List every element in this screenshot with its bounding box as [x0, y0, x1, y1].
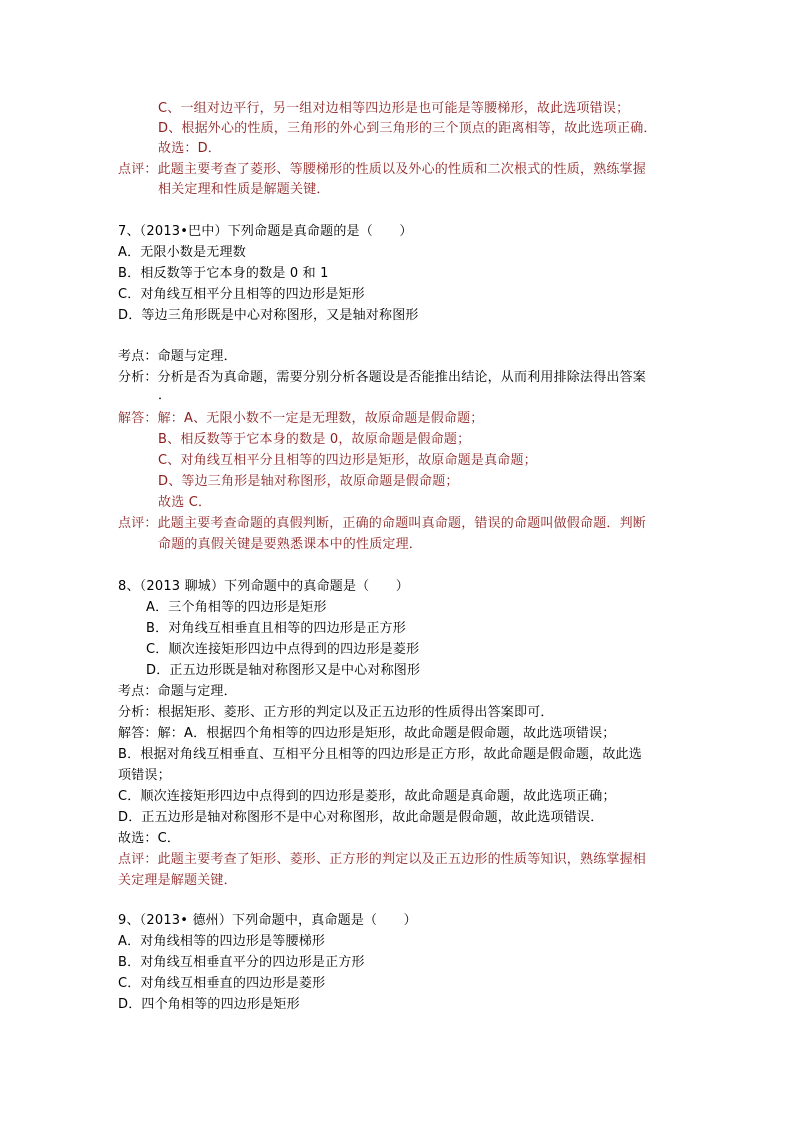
- q7-fenxi-line-2: ．: [158, 388, 172, 403]
- question-7-option-d: D．等边三角形既是中心对称图形，又是轴对称图形: [118, 308, 419, 323]
- question-8-option-a: A．三个角相等的四边形是矩形: [146, 600, 327, 615]
- q7-kaodian: 考点：命题与定理．: [118, 349, 237, 364]
- question-9-option-a: A．对角线相等的四边形是等腰梯形: [118, 934, 326, 949]
- question-8-option-c: C．顺次连接矩形四边中点得到的四边形是菱形: [146, 642, 420, 657]
- q7-jieda-line-1: 解答：解：A、无限小数不一定是无理数，故原命题是假命题；: [118, 411, 484, 426]
- q7-comment-line-1: 点评：此题主要考查命题的真假判断，正确的命题叫真命题，错误的命题叫做假命题．判断: [118, 516, 647, 531]
- comment-line-1: 点评：此题主要考查了菱形、等腰梯形的性质以及外心的性质和二次根式的性质，熟练掌握: [118, 162, 647, 177]
- solution-answer: 故选：D．: [158, 141, 222, 156]
- q7-jieda-d: D、等边三角形是轴对称图形，故原命题是假命题；: [158, 474, 459, 489]
- q7-jieda-answer: 故选 C．: [158, 495, 212, 510]
- q8-jieda-b-2: 项错误；: [118, 768, 171, 783]
- question-7-option-c: C．对角线互相平分且相等的四边形是矩形: [118, 287, 365, 302]
- q8-comment-line-2: 关定理是解题关键．: [118, 873, 237, 888]
- comment-line-2: 相关定理和性质是解题关键．: [158, 182, 330, 197]
- q8-jieda-line-1: 解答：解：A．根据四个角相等的四边形是矩形，故此命题是假命题，故此选项错误；: [118, 726, 616, 741]
- q8-jieda-b-1: B．根据对角线互相垂直、互相平分且相等的四边形是正方形，故此命题是假命题，故此选: [118, 747, 642, 762]
- question-7-option-a: A．无限小数是无理数: [118, 245, 246, 260]
- q8-jieda-c: C．顺次连接矩形四边中点得到的四边形是菱形，故此命题是真命题，故此选项正确；: [118, 789, 616, 804]
- q8-jieda-answer: 故选：C．: [118, 831, 181, 846]
- question-9-option-d: D．四个角相等的四边形是矩形: [118, 997, 300, 1012]
- question-7-option-b: B．相反数等于它本身的数是 0 和 1: [118, 266, 329, 281]
- solution-option-d: D、根据外心的性质，三角形的外心到三角形的三个顶点的距离相等，故此选项正确．: [158, 121, 657, 136]
- q7-jieda-c: C、对角线互相平分且相等的四边形是矩形，故原命题是真命题；: [158, 453, 537, 468]
- question-8-option-b: B．对角线互相垂直且相等的四边形是正方形: [146, 621, 406, 636]
- solution-option-c: C、一组对边平行，另一组对边相等四边形是也可能是等腰梯形，故此选项错误；: [158, 101, 630, 116]
- question-8-title: 8、（2013 聊城）下列命题中的真命题是（ ）: [118, 579, 409, 594]
- question-9-option-b: B．对角线互相垂直平分的四边形是正方形: [118, 955, 365, 970]
- q8-comment-line-1: 点评：此题主要考查了矩形、菱形、正方形的判定以及正五边形的性质等知识，熟练掌握相: [118, 852, 647, 867]
- question-8-option-d: D．正五边形既是轴对称图形又是中心对称图形: [146, 663, 421, 678]
- q8-fenxi: 分析：根据矩形、菱形、正方形的判定以及正五边形的性质得出答案即可．: [118, 705, 554, 720]
- question-7-title: 7、（2013•巴中）下列命题是真命题的是（ ）: [118, 224, 413, 239]
- q8-kaodian: 考点：命题与定理．: [118, 684, 237, 699]
- q7-jieda-b: B、相反数等于它本身的数是 0，故原命题是假命题；: [158, 432, 471, 447]
- q7-comment-line-2: 命题的真假关键是要熟悉课本中的性质定理．: [158, 537, 423, 552]
- question-9-title: 9、（2013• 德州）下列命题中，真命题是（ ）: [118, 913, 417, 928]
- question-9-option-c: C．对角线互相垂直的四边形是菱形: [118, 976, 326, 991]
- q7-fenxi-line-1: 分析：分析是否为真命题，需要分别分析各题设是否能推出结论，从而利用排除法得出答案: [118, 370, 647, 385]
- q8-jieda-d: D．正五边形是轴对称图形不是中心对称图形，故此命题是假命题，故此选项错误．: [118, 810, 604, 825]
